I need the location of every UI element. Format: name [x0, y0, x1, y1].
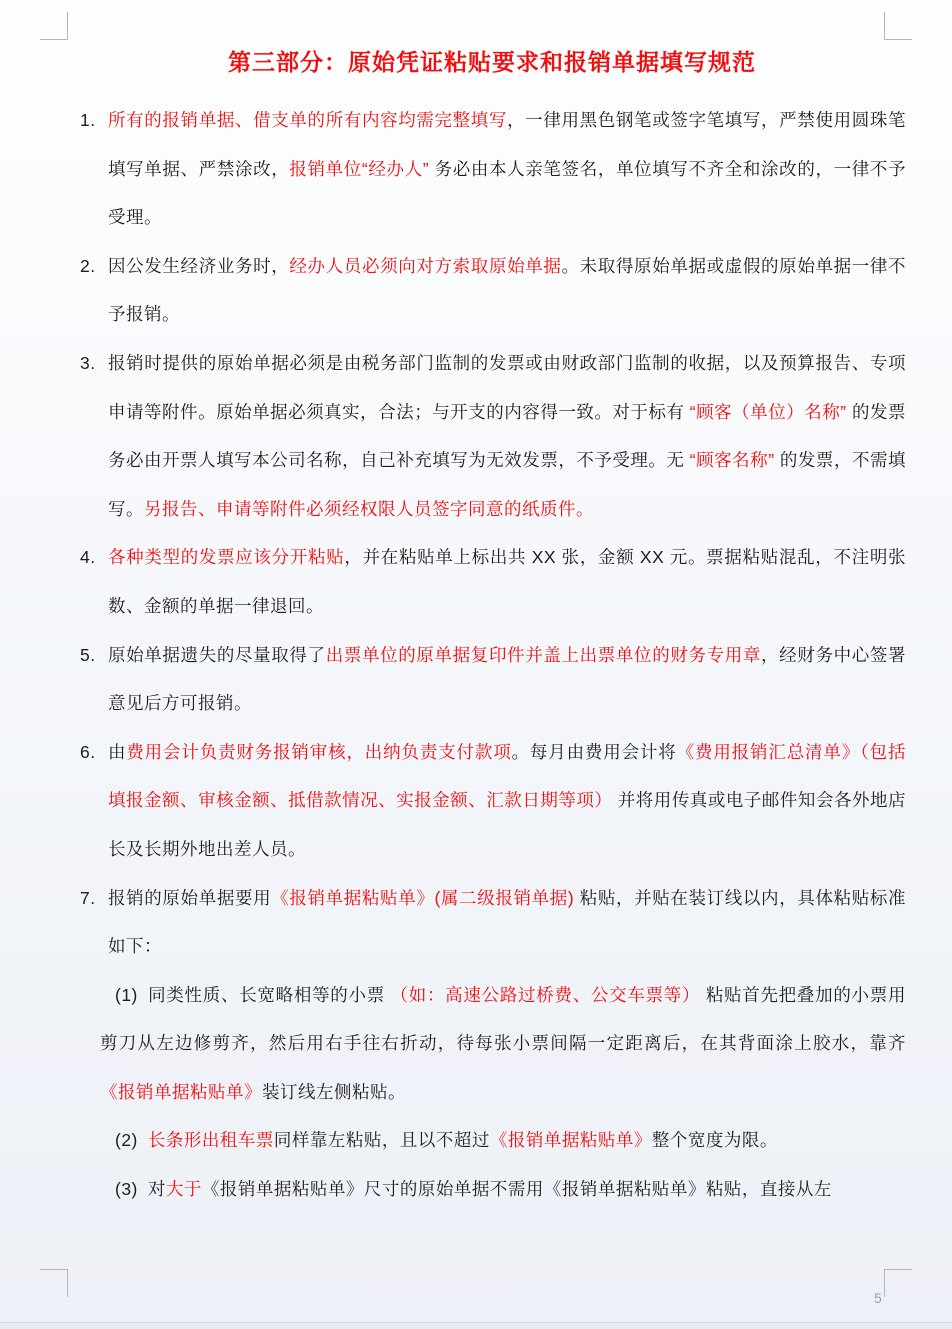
list-item	[78, 874, 906, 971]
text-run: 的发票务必由开票人填写本公司名称，自己补充填写为无效发票，不予受理。无	[108, 401, 906, 471]
list-item	[78, 728, 906, 874]
text-run: 粘贴首先把叠加的小票用剪刀从左边修剪齐，然后用右手往右折动，待每张小票间隔一定距离后，在其背面涂上胶水，靠齐	[100, 984, 906, 1054]
text-run: 出票单位的原单据复印件并盖上出票单位的财务专用章	[325, 644, 762, 665]
text-run: 粘贴，并贴在装订线以内，具体粘贴标准如下：	[108, 887, 907, 957]
text-run: 。未取得原始单据或虚假的原始单据一律不予报销。	[108, 255, 907, 325]
list-item-marker: 7.	[80, 887, 96, 908]
list-item-marker: 2.	[80, 255, 96, 276]
list-item	[78, 242, 906, 339]
text-run: 。每月由费用会计将	[511, 741, 677, 762]
text-run: 《报销单据粘贴单》	[100, 1081, 262, 1102]
text-run: 《费用报销汇总清单》（包括填报金额、审核金额、抵借款情况、实报金额、汇款日期等项）	[108, 741, 907, 811]
text-run: 长条形出租车票	[147, 1130, 274, 1151]
text-run: 报销时提供的原始单据必须是由税务部门监制的发票或由财政部门监制的收据，以及预算报告、专项申请等附件。原始单据必须真实，合法；与开支的内容得一致。对于标有	[108, 352, 906, 422]
text-run: “顾客名称”	[689, 450, 775, 471]
list-item-marker: 3.	[80, 352, 96, 373]
text-run: 大于	[165, 1179, 202, 1200]
document-page	[78, 40, 906, 1214]
list-item	[78, 533, 906, 630]
text-run: 报销单位“经办人”	[289, 158, 430, 179]
text-run: 《报销单据粘贴单》	[489, 1130, 652, 1151]
list-item-marker: (2)	[115, 1130, 138, 1151]
text-run: 由	[108, 741, 127, 762]
page-title: 第三部分：原始凭证粘贴要求和报销单据填写规范	[228, 49, 756, 75]
list-item	[78, 339, 906, 533]
text-run: 务必由本人亲笔签名，单位填写不齐全和涂改的，一律不予受理。	[108, 158, 906, 228]
text-run: ，一律用黑色钢笔或签字笔填写，严禁使用圆珠笔填写单据、严禁涂改，	[108, 110, 907, 179]
text-run: 对	[147, 1179, 166, 1200]
list-item-marker: 1.	[80, 110, 96, 130]
crop-mark-top-left	[40, 12, 68, 40]
text-run: 同类性质、长宽略相等的小票	[147, 984, 391, 1005]
text-run: 《报销单据粘贴单》(属二级报销单据)	[271, 887, 575, 908]
list-item	[78, 631, 906, 728]
list-item-marker: 4.	[80, 547, 96, 568]
page-bottom-edge	[0, 1322, 952, 1329]
list-item-marker: 5.	[80, 644, 96, 665]
text-run: 另报告、申请等附件必须经权限人员签字同意的纸质件。	[144, 498, 594, 519]
list-item-marker: (3)	[115, 1179, 138, 1200]
document-body	[78, 96, 906, 1214]
text-run: 的发票，不需填写。	[108, 450, 906, 519]
crop-mark-bottom-left	[40, 1269, 68, 1297]
text-run: 费用会计负责财务报销审核，出纳负责支付款项	[126, 741, 512, 762]
list-item	[78, 1116, 906, 1165]
list-item	[78, 96, 906, 242]
text-run: 报销的原始单据要用	[108, 887, 272, 908]
text-run: 因公发生经济业务时，	[108, 255, 290, 276]
text-run: 各种类型的发票应该分开粘贴	[108, 547, 345, 568]
text-run: （如：高速公路过桥费、公交车票等）	[390, 984, 701, 1005]
crop-mark-top-right	[884, 12, 912, 40]
crop-mark-bottom-right	[884, 1269, 912, 1297]
text-run: 装订线左侧粘贴。	[262, 1081, 406, 1102]
list-item	[78, 971, 906, 1117]
list-item-marker: (1)	[115, 984, 138, 1005]
text-run: ，并在粘贴单上标出共 XX 张，金额 XX 元。票据粘贴混乱，不注明张数、金额的单据一律退回。	[108, 547, 907, 616]
text-run: 并将用传真或电子邮件知会各外地店长及长期外地出差人员。	[108, 790, 906, 859]
text-run: “顾客（单位）名称”	[689, 401, 847, 422]
text-run: 整个宽度为限。	[651, 1130, 778, 1151]
text-run: ，经财务中心签署意见后方可报销。	[108, 644, 907, 714]
text-run: 同样靠左粘贴，且以不超过	[273, 1130, 490, 1151]
text-run: 《报销单据粘贴单》尺寸的原始单据不需用《报销单据粘贴单》粘贴，直接从左	[201, 1179, 832, 1200]
text-run: 原始单据遗失的尽量取得了	[108, 644, 326, 665]
list-item	[78, 1165, 906, 1214]
text-run: 所有的报销单据、借支单的所有内容均需完整填写	[108, 110, 508, 130]
list-item-marker: 6.	[80, 741, 96, 762]
page-number: 5	[874, 1290, 882, 1306]
text-run: 经办人员必须向对方索取原始单据	[289, 255, 562, 276]
